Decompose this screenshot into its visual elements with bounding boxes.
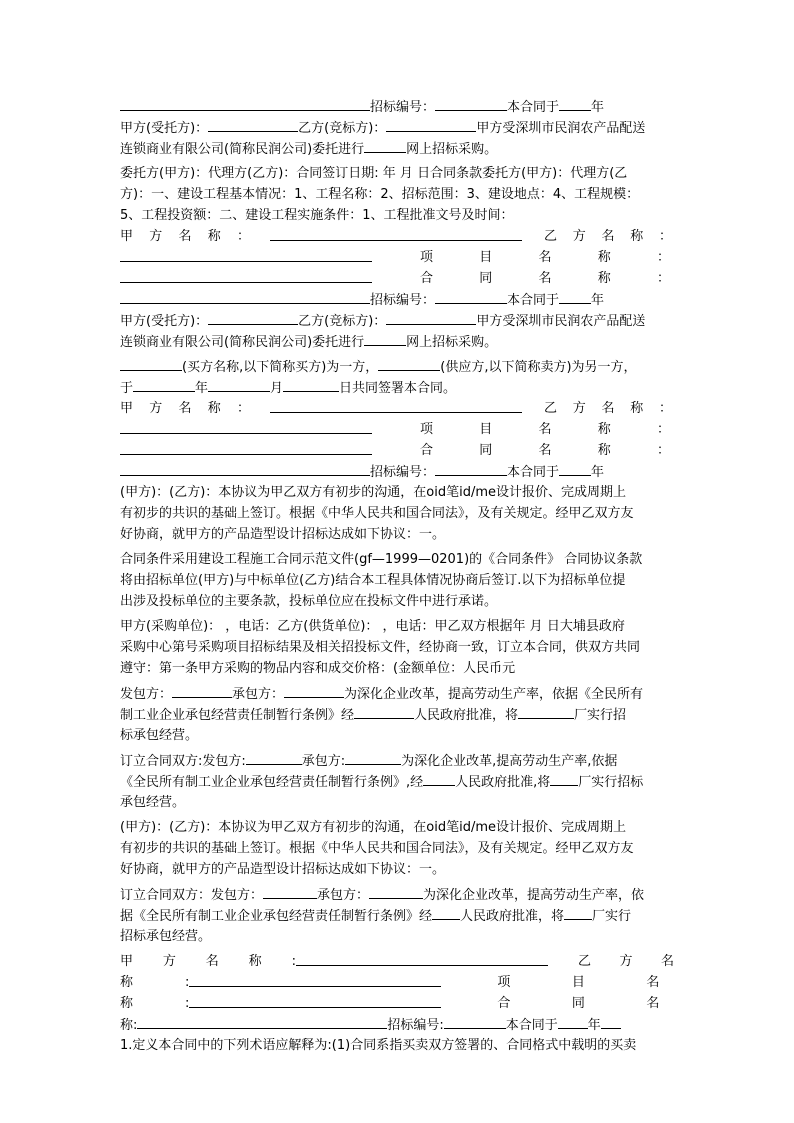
blank-line[interactable]: [601, 1014, 621, 1029]
blank-line[interactable]: [386, 310, 476, 325]
text-line: 出涉及投标单位的主要条款，投标单位应在投标文件中进行承诺。: [120, 594, 498, 609]
text-line: 于 年 月 日共同签署本合同。: [120, 377, 675, 398]
blank-line[interactable]: [263, 884, 317, 899]
text-line: 有初步的共识的基础上签订。根据《中华人民共和国合同法》，及有关规定。经甲乙双方友: [120, 506, 634, 521]
blank-line[interactable]: [137, 1014, 387, 1029]
blank-line[interactable]: [432, 905, 460, 920]
blank-line[interactable]: [435, 461, 507, 476]
text-line: (甲方)：(乙方)：本协议为甲乙双方有初步的沟通，在oid笔id/me设计报价、完成周期上: [120, 820, 627, 835]
blank-line[interactable]: [559, 96, 591, 111]
blank-line[interactable]: [378, 356, 440, 371]
project-name-row: 项 目 名 称 ：: [120, 419, 675, 440]
blank-line[interactable]: [120, 356, 182, 371]
blank-line[interactable]: [120, 461, 370, 476]
party-name-row: 甲 方 名 称 : 乙 方 名: [120, 951, 675, 972]
blank-line[interactable]: [283, 377, 339, 392]
contract-name-row: 称 : 合 同 名: [120, 993, 675, 1014]
text-line: 委托方(甲方)：代理方(乙方)：合同签订日期: 年 月 日合同条款委托方(甲方)：代理方(乙: [120, 166, 628, 181]
text-line: 采购中心第号采购项目招标结果及相关招投标文件，经协商一致，订立本合同，供双方共同: [120, 640, 641, 655]
text-line: 发包方： 承包方： 为深化企业改革，提高劳动生产率，依据《全民所有: [120, 683, 675, 704]
contract-name-row: 合 同 名 称 ：: [120, 268, 675, 289]
text-line: 连锁商业有限公司(简称民润公司)委托进行 网上招标采购。: [120, 331, 675, 352]
blank-line[interactable]: [518, 704, 574, 719]
text-line: 据《全民所有制工业企业承包经营责任制暂行条例》经 人民政府批准，将 厂实行: [120, 905, 675, 926]
text-line: 连锁商业有限公司(简称民润公司)委托进行 网上招标采购。: [120, 138, 675, 159]
blank-line[interactable]: [189, 972, 441, 987]
blank-line[interactable]: [550, 771, 578, 786]
text-line: 将由招标单位(甲方)与中标单位(乙方)结合本工程具体情况协商后签订.以下为招标单位提: [120, 573, 626, 588]
text-line: 甲方(采购单位)： ，电话：乙方(供货单位)： ，电话：甲乙双方根据年 月 日大埔县政府: [120, 619, 625, 634]
text-line: 遵守：第一条甲方采购的物品内容和成交价格：(金额单位：人民币元: [120, 661, 516, 676]
blank-line[interactable]: [120, 419, 372, 434]
blank-line[interactable]: [120, 247, 372, 262]
blank-line[interactable]: [120, 268, 372, 283]
blank-line[interactable]: [364, 331, 406, 346]
text-line: 甲方(受托方)： 乙方(竞标方)： 甲方受深圳市民润农产品配送: [120, 117, 675, 138]
blank-line[interactable]: [284, 683, 344, 698]
project-name-row: 称 : 项 目 名: [120, 972, 675, 993]
text-line: 方)：一、建设工程基本情况：1、工程名称：2、招标范围：3、建设地点：4、工程规模：: [120, 187, 640, 202]
text-line: 合同条件采用建设工程施工合同示范文件(gf—1999—0201)的《合同条件》 合同协议条款: [120, 552, 643, 567]
blank-line[interactable]: [120, 440, 372, 455]
text-line: (甲方)：(乙方)：本协议为甲乙双方有初步的沟通，在oid笔id/me设计报价、完成周期上: [120, 485, 627, 500]
blank-line[interactable]: [444, 1014, 506, 1029]
text-line: 《全民所有制工业企业承包经营责任制暂行条例》,经 人民政府批准,将 厂实行招标: [120, 771, 675, 792]
blank-line[interactable]: [189, 993, 441, 1008]
blank-line[interactable]: [559, 461, 591, 476]
blank-line[interactable]: [386, 117, 476, 132]
blank-line[interactable]: [270, 398, 522, 413]
header-line: 称: 招标编号: 本合同于 年: [120, 1014, 675, 1035]
project-name-row: 项 目 名 称 ：: [120, 247, 675, 268]
blank-line[interactable]: [435, 289, 507, 304]
text-line: (买方名称,以下简称买方)为一方， (供应方,以下简称卖方)为另一方，: [120, 356, 675, 377]
blank-line[interactable]: [120, 289, 370, 304]
text-line: 订立合同双方：发包方： 承包方： 为深化企业改革，提高劳动生产率，依: [120, 884, 675, 905]
text-line: 制工业企业承包经营责任制暂行条例》经 人民政府批准，将 厂实行招: [120, 704, 675, 725]
blank-line[interactable]: [296, 951, 548, 966]
blank-line[interactable]: [345, 750, 401, 765]
header-line: 招标编号： 本合同于 年: [120, 96, 675, 117]
blank-line[interactable]: [208, 117, 298, 132]
blank-line[interactable]: [564, 905, 592, 920]
blank-line[interactable]: [558, 1014, 588, 1029]
blank-line[interactable]: [172, 683, 232, 698]
text-line: 好协商，就甲方的产品造型设计招标达成如下协议：一。: [120, 527, 446, 542]
blank-line[interactable]: [133, 377, 195, 392]
text-line: 招标承包经营。: [120, 929, 212, 944]
blank-line[interactable]: [246, 750, 302, 765]
blank-line[interactable]: [208, 310, 298, 325]
party-name-row: 甲 方 名 称 ： 乙 方 名 称 ：: [120, 226, 675, 247]
text-line: 好协商，就甲方的产品造型设计招标达成如下协议：一。: [120, 862, 446, 877]
text-line: 承包经营。: [120, 795, 186, 810]
party-name-row: 甲 方 名 称 ： 乙 方 名 称 ：: [120, 398, 675, 419]
contract-name-row: 合 同 名 称 ：: [120, 440, 675, 461]
text-line: 5、工程投资额：二、建设工程实施条件：1、工程批准文号及时间：: [120, 208, 514, 223]
blank-line[interactable]: [270, 226, 522, 241]
header-line: 招标编号： 本合同于 年: [120, 289, 675, 310]
text-line: 有初步的共识的基础上签订。根据《中华人民共和国合同法》，及有关规定。经甲乙双方友: [120, 841, 634, 856]
blank-line[interactable]: [423, 771, 455, 786]
contract-date-label: 本合同于: [507, 100, 560, 115]
contract-document: [120, 96, 675, 1056]
blank-line[interactable]: [435, 96, 507, 111]
blank-line[interactable]: [208, 377, 270, 392]
blank-line[interactable]: [369, 884, 423, 899]
header-line: 招标编号： 本合同于 年: [120, 461, 675, 482]
text-line: 1.定义本合同中的下列术语应解释为:(1)合同系指买卖双方签署的、合同格式中载明的买卖: [120, 1038, 637, 1053]
text-line: 订立合同双方:发包方: 承包方: 为深化企业改革,提高劳动生产率,依据: [120, 750, 675, 771]
blank-line[interactable]: [559, 289, 591, 304]
text-line: 标承包经营。: [120, 728, 199, 743]
blank-line[interactable]: [354, 704, 414, 719]
text-line: 甲方(受托方)： 乙方(竞标方)： 甲方受深圳市民润农产品配送: [120, 310, 675, 331]
blank-line[interactable]: [120, 96, 370, 111]
blank-line[interactable]: [364, 138, 406, 153]
bid-number-label: 招标编号：: [370, 100, 436, 115]
